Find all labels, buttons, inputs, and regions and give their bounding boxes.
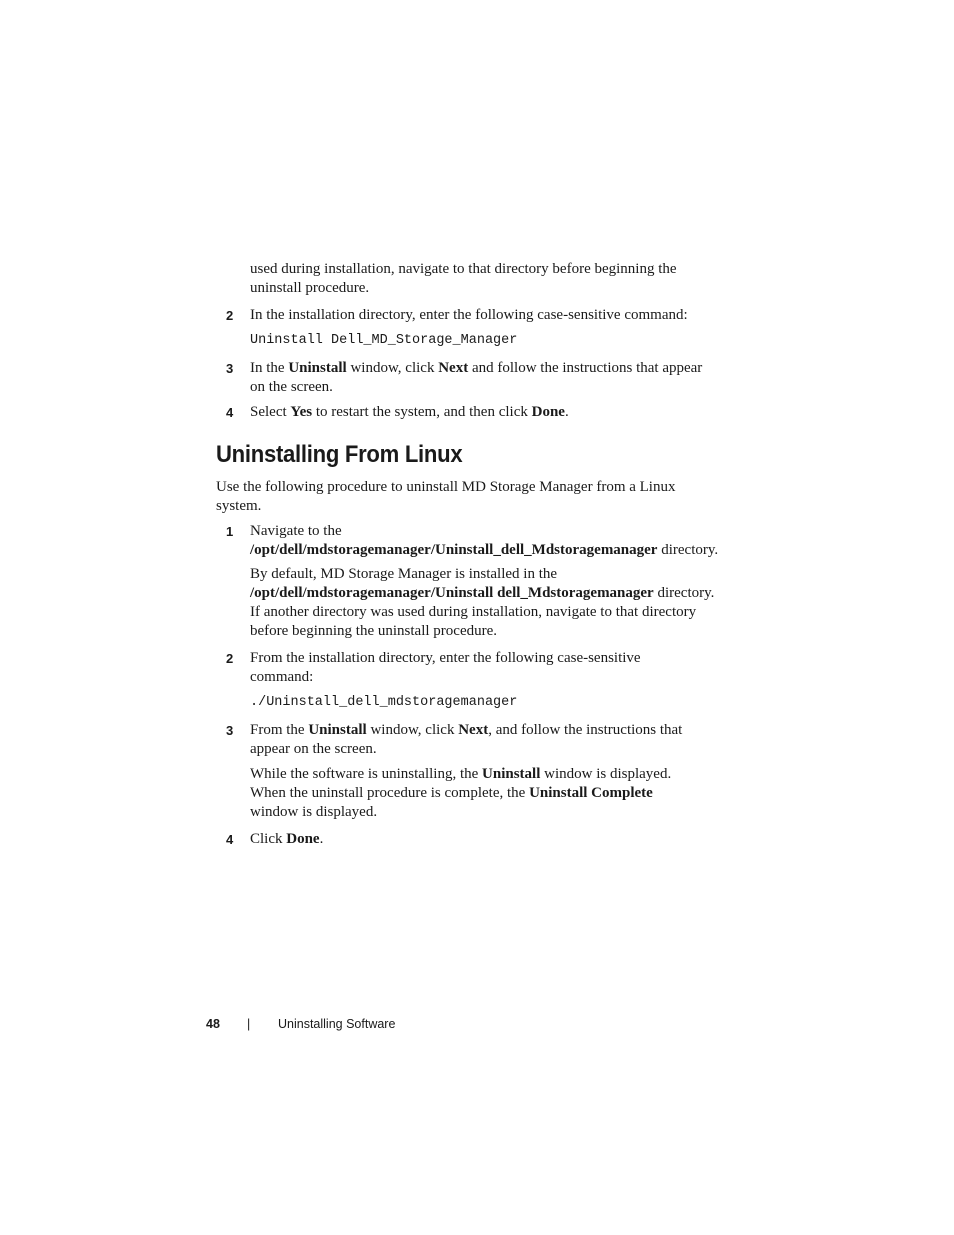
step-number: 3 <box>226 723 234 738</box>
windows-uninstall-command: Uninstall Dell_MD_Storage_Manager <box>250 333 518 348</box>
step-text: In the Uninstall window, click Next and follow the instructions that appear on the screen. <box>250 360 703 395</box>
step-text: Navigate to the /opt/dell/mdstoragemanager/Uninstall_dell_Mdstoragemanager directory. <box>250 523 719 558</box>
step-number: 2 <box>226 308 234 323</box>
step-text: From the Uninstall window, click Next, and follow the instructions that appear on the screen. <box>250 722 683 757</box>
footer-separator: | <box>247 1017 251 1031</box>
step-text: Select Yes to restart the system, and then click Done. <box>250 404 569 420</box>
step-number: 3 <box>226 361 234 376</box>
page-number: 48 <box>206 1017 220 1031</box>
step-number: 2 <box>226 651 234 666</box>
step-text: From the installation directory, enter the following case-sensitive command: <box>250 650 641 685</box>
intro-paragraph: used during installation, navigate to that directory before beginning the uninstall procedure. <box>250 261 677 296</box>
section-intro: Use the following procedure to uninstall MD Storage Manager from a Linux system. <box>216 479 676 514</box>
footer-section-title: Uninstalling Software <box>278 1017 396 1031</box>
linux-uninstall-command: ./Uninstall_dell_mdstoragemanager <box>250 695 518 710</box>
step-note: While the software is uninstalling, the Uninstall window is displayed. When the uninstall procedure is complete, the Uninstall Complete window is displayed. <box>250 766 672 820</box>
step-text: In the installation directory, enter the following case-sensitive command: <box>250 307 688 323</box>
step-text: Click Done. <box>250 831 324 847</box>
section-heading: Uninstalling From Linux <box>216 441 463 468</box>
step-number: 1 <box>226 524 234 539</box>
directory-path: /opt/dell/mdstoragemanager/Uninstall_dell_Mdstoragemanager <box>250 542 658 558</box>
step-number: 4 <box>226 405 234 420</box>
step-note: By default, MD Storage Manager is installed in the /opt/dell/mdstoragemanager/Uninstall dell_Mdstoragemanager directory. If another directory was used during installation, navigate to that directory before beginning the uninstall procedure. <box>250 566 715 639</box>
step-number: 4 <box>226 832 234 847</box>
directory-path: /opt/dell/mdstoragemanager/Uninstall dell_Mdstoragemanager <box>250 585 654 601</box>
